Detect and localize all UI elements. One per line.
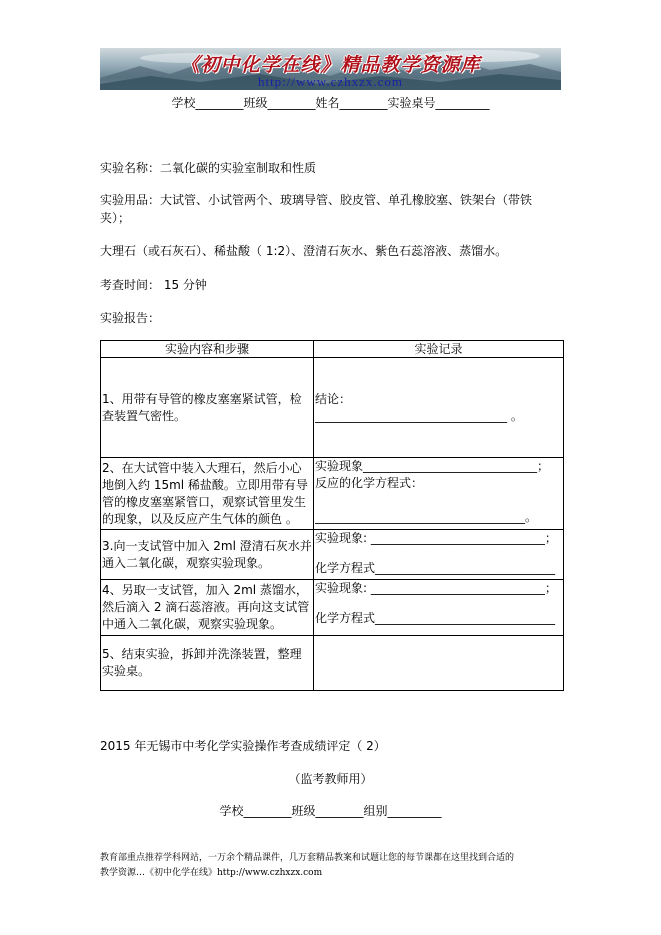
footer-line: 教育部重点推荐学科网站，一万余个精品课件，几万套精品教案和试题让您的每节课都在这里找到合适的 bbox=[100, 853, 515, 863]
record-line: 实验现象_____________________________； bbox=[315, 459, 550, 473]
table-row bbox=[101, 580, 564, 636]
student-info-line: 学校________班级________姓名________实验桌号_________ bbox=[171, 96, 490, 110]
footer-line: 教学资源…《初中化学在线》http://www.czhxzx.com bbox=[100, 868, 323, 878]
experiment-table bbox=[100, 340, 564, 691]
record-line bbox=[315, 547, 562, 560]
step-cell: 5、结束实验，拆卸并洗涤装置，整理实验桌。 bbox=[101, 636, 314, 691]
table-row bbox=[101, 458, 564, 530]
experiment-materials: 实验用品：大试管、小试管两个、玻璃导管、胶皮管、单孔橡胶塞、铁架台（带铁夹）； bbox=[100, 193, 533, 225]
table-row bbox=[101, 636, 564, 691]
section2-subtitle: （监考教师用） bbox=[288, 772, 373, 786]
record-line: 反应的化学方程式： bbox=[315, 476, 424, 490]
record-line bbox=[315, 597, 562, 610]
header-steps: 实验内容和步骤 bbox=[101, 341, 314, 358]
site-banner bbox=[100, 48, 561, 90]
record-line: ___________________________________。 bbox=[315, 510, 538, 524]
record-line: 实验现象: _____________________________； bbox=[315, 531, 557, 545]
record-line: 结论： bbox=[315, 391, 352, 406]
exam-time: 考查时间： 15 分钟 bbox=[100, 278, 207, 292]
banner-title: 《初中化学在线》精品教学资源库 bbox=[180, 54, 481, 76]
table-row bbox=[101, 358, 564, 458]
record-line: 实验现象: _____________________________； bbox=[315, 581, 557, 595]
record-line bbox=[315, 492, 562, 509]
step-cell: 1、用带有导管的橡皮塞塞紧试管，检查装置气密性。 bbox=[101, 358, 314, 458]
record-cell bbox=[314, 636, 564, 691]
record-cell bbox=[314, 458, 564, 530]
table-row bbox=[101, 530, 564, 580]
experiment-name: 实验名称：二氧化碳的实验室制取和性质 bbox=[100, 161, 317, 175]
table-header-row bbox=[101, 341, 564, 358]
page-footer bbox=[100, 851, 570, 881]
section2-info-line: 学校________班级________组别_________ bbox=[219, 804, 442, 818]
record-cell bbox=[314, 580, 564, 636]
record-cell bbox=[314, 358, 564, 458]
header-records: 实验记录 bbox=[314, 341, 564, 358]
section2-title: 2015 年无锡市中考化学实验操作考查成绩评定（ 2） bbox=[100, 739, 386, 753]
step-cell: 4、另取一支试管，加入 2ml 蒸馏水，然后滴入 2 滴石蕊溶液。再向这支试管中通入二氧化碳，观察实验现象。 bbox=[101, 580, 314, 636]
experiment-reagents: 大理石（或石灰石）、稀盐酸（ 1:2）、澄清石灰水、紫色石蕊溶液、蒸馏水。 bbox=[100, 244, 508, 258]
record-cell bbox=[314, 530, 564, 580]
record-line: 化学方程式______________________________ bbox=[315, 611, 556, 625]
record-line: ________________________________ 。 bbox=[315, 408, 523, 423]
step-cell: 2、在大试管中装入大理石，然后小心地倒入约 15ml 稀盐酸。立即用带有导管的橡皮塞塞紧管口，观察试管里发生的现象，以及反应产生气体的颜色 。 bbox=[101, 458, 314, 530]
record-line: 化学方程式______________________________ bbox=[315, 561, 556, 575]
report-label: 实验报告： bbox=[100, 311, 161, 325]
step-cell: 3.向一支试管中加入 2ml 澄清石灰水并通入二氧化碳，观察实验现象。 bbox=[101, 530, 314, 580]
banner-url[interactable]: http://www.czhxzx.com bbox=[257, 74, 404, 89]
